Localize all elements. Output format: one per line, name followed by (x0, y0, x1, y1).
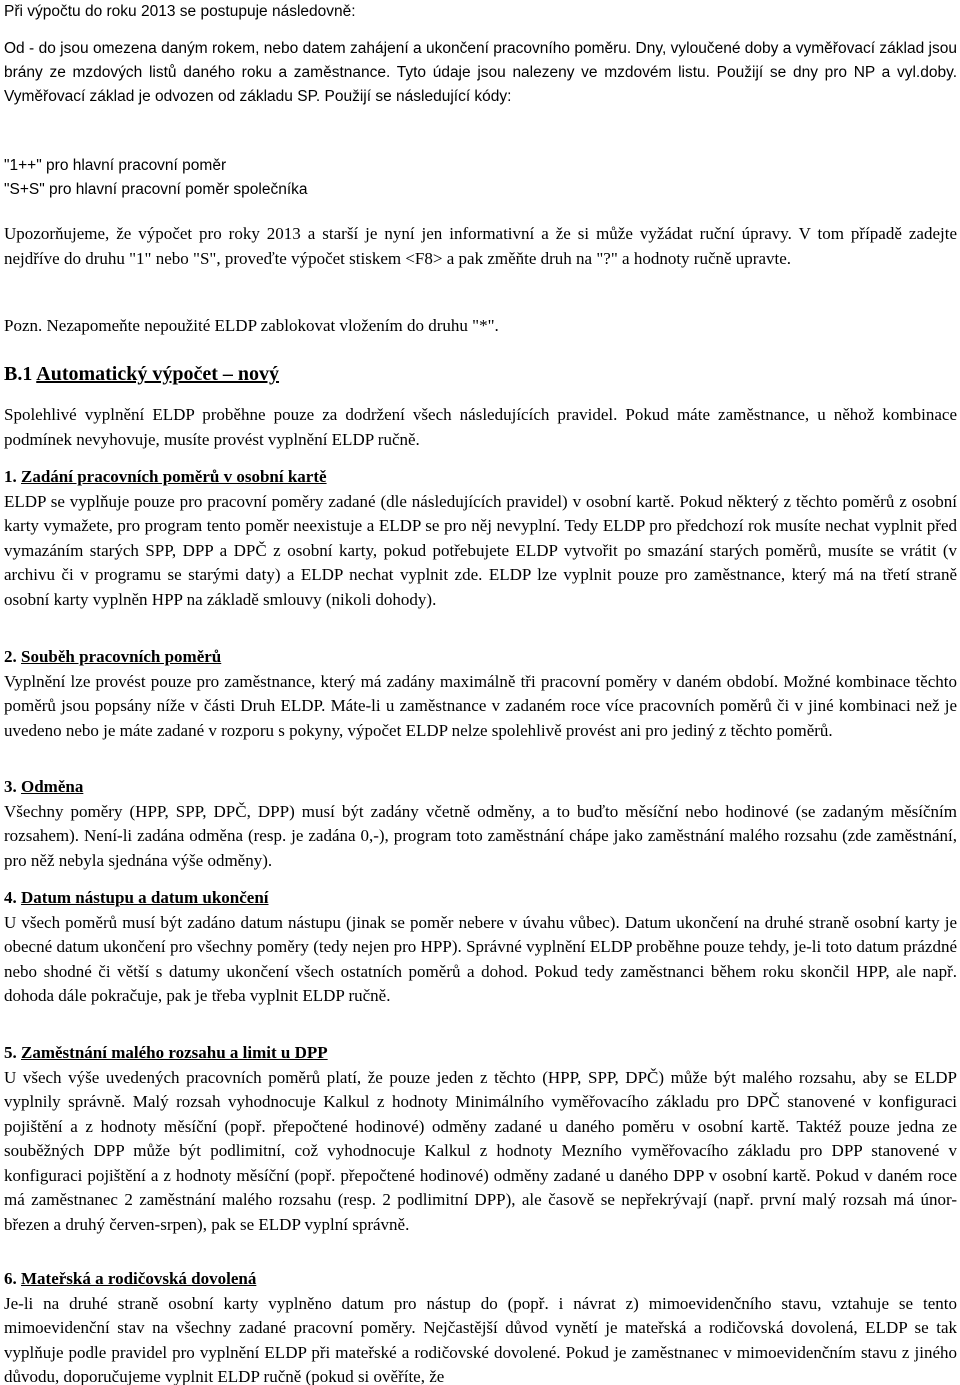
rule-number: 5. (4, 1043, 17, 1062)
rule-number: 3. (4, 777, 17, 796)
rule-1 (4, 465, 957, 612)
rule-text: Všechny poměry (HPP, SPP, DPČ, DPP) musí být zadány včetně odměny, a to buďto měsíční nebo hodinové (se zadaným měsíčním rozsahem). Není-li zadána odměna (resp. je zadána 0,-), program toto zaměstnání chápe jako zaměstnání malého rozsahu (zde zaměstnání, pro něž nebyla sjednána výše odměny). (4, 801, 957, 870)
section-title: Automatický výpočet – nový (36, 363, 280, 385)
rule-title: Odměna (21, 777, 84, 796)
rule-3 (4, 775, 957, 873)
intro-paragraph (4, 37, 957, 109)
rule-number: 4. (4, 888, 17, 907)
rule-title: Mateřská a rodičovská dovolená (21, 1269, 257, 1288)
warning-paragraph: Upozorňujeme, že výpočet pro roky 2013 a starší je nyní jen informativní a že si může vyžádat ruční úpravy. V tom případě zadejte nejdříve do druhu "1" nebo "S", proveďte výpočet stiskem <F8> a pak změňte druh na "?" a hodnoty ručně upravte. (4, 224, 957, 268)
intro-paragraph-text: Od - do jsou omezena daným rokem, nebo datem zahájení a ukončení pracovního poměru. Dny, vyloučené doby a vyměřovací základ jsou brány ze mzdových listů daného roku a zaměstnance. Tyto údaje jsou nalezeny ve mzdovém listu. Použijí se dny pro NP a vyl.doby. Vyměřovací základ je odvozen od základu SP. Použijí se následující kódy: (4, 40, 957, 105)
rule-heading (4, 465, 957, 490)
rule-title: Souběh pracovních poměrů (21, 647, 222, 666)
note-paragraph: Pozn. Nezapomeňte nepoužité ELDP zablokovat vložením do druhu "*". (4, 316, 499, 335)
rule-text: Je-li na druhé straně osobní karty vyplněno datum pro nástup do (popř. i návrat z) mimoevidenčního stavu, vztahuje se tento mimoevidenční stav na všechny zadané pracovní poměry. Nejčastější důvod vynětí je mateřská a rodičovská dovolená, ELDP se tak vyplňuje podle pravidel pro vyplnění ELDP při mateřské a rodičovské dovolené. Pokud je zaměstnanec v mimoevidenčním stavu z jiného důvodu, doporučujeme vyplnit ELDP ručně (pokud si ověříte, že (4, 1293, 957, 1385)
rule-number: 2. (4, 647, 17, 666)
code-item: "S+S" pro hlavní pracovní poměr společníka (4, 181, 308, 198)
rule-heading (4, 645, 957, 670)
rule-6 (4, 1267, 957, 1385)
rule-title: Zaměstnání malého rozsahu a limit u DPP (21, 1043, 328, 1062)
rule-4 (4, 886, 957, 1009)
intro-heading: Při výpočtu do roku 2013 se postupuje následovně: (4, 3, 356, 20)
rule-text: ELDP se vyplňuje pouze pro pracovní poměry zadané (dle následujících pravidel) v osobní kartě. Pokud některý z těchto poměrů z osobní karty vymažete, pro program tento poměr neexistuje a ELDP se pro něj nevyplní. Tedy ELDP pro předchozí rok musíte nechat vyplnit před vymazáním starých SPP, DPP a DPČ z osobní karty, pokud potřebujete ELDP vytvořit po smazání starých poměrů, musíte se vrátit (v archivu či v programu se starými daty) a ELDP nechat vyplnit zde. ELDP lze vyplnit pouze pro zaměstnance, který má na třetí straně osobní karty vyplněn HPP na základě smlouvy (nikoli dohody). (4, 491, 957, 609)
rule-heading (4, 1267, 957, 1292)
rule-text: U všech výše uvedených pracovních poměrů platí, že pouze jeden z těchto (HPP, SPP, DPČ) může být malého rozsahu, aby se ELDP vyplnily správně. Malý rozsah vyhodnocuje Kalkul z hodnoty Minimálního vyměřovacího základu pro DPČ stanovené v konfiguraci pojištění a z hodnoty měsíční (popř. přepočtené hodinové) odměny zadané u daného poměru v osobní kartě. Taktéž pouze jedna ze souběžných DPP může být podlimitní, což vyhodnocuje Kalkul z hodnoty Mezního vyměřovacího základu pro DPP stanovené v konfiguraci pojištění a z hodnoty měsíční (popř. přepočtené hodinové) odměny zadané u daného DPP v osobní kartě. Pokud v daném roce má zaměstnanec 2 zaměstnání malého rozsahu (resp. 2 podlimitní DPP), ale časově se nepřekrývají (např. první malý rozsah má únor-březen a druhý červen-srpen), pak se ELDP vyplní správně. (4, 1067, 957, 1234)
rule-heading (4, 886, 957, 911)
rule-number: 1. (4, 467, 17, 486)
code-item: "1++" pro hlavní pracovní poměr (4, 157, 227, 174)
rule-text: U všech poměrů musí být zadáno datum nástupu (jinak se poměr nebere v úvahu vůbec). Datum ukončení na druhé straně osobní karty je obecné datum ukončení pro všechny poměry (tedy nejen pro HPP). Správné vyplnění ELDP proběhne pouze tehdy, je-li toto datum prázdné nebo shodné či větší s datumy ukončení všech ostatních poměrů a dohod. Pokud tedy zaměstnanci během roku skončil HPP, ale např. dohoda dále pokračuje, pak je třeba vyplnit ELDP ručně. (4, 912, 957, 1005)
section-b1-intro: Spolehlivé vyplnění ELDP proběhne pouze za dodržení všech následujících pravidel. Pokud máte zaměstnance, u něhož kombinace podmínek nevyhovuje, musíte provést vyplnění ELDP ručně. (4, 405, 957, 449)
rule-2 (4, 645, 957, 743)
rule-title: Zadání pracovních poměrů v osobní kartě (21, 467, 327, 486)
rule-text: Vyplnění lze provést pouze pro zaměstnance, který má zadány maximálně tři pracovní poměry v daném období. Možné kombinace těchto poměrů jsou popsány níže v části Druh ELDP. Máte-li u zaměstnance v zadaném roce více pracovních poměrů či v jiné kombinaci než je uvedeno nebo je máte zadané v rozporu s pokyny, výpočet ELDP nelze spolehlivě provést ani pro jediný z těchto poměrů. (4, 671, 957, 740)
section-number: B.1 (4, 363, 33, 385)
code-list (4, 154, 957, 202)
rule-heading (4, 1041, 957, 1066)
rule-number: 6. (4, 1269, 17, 1288)
rule-heading (4, 775, 957, 800)
rule-title: Datum nástupu a datum ukončení (21, 888, 269, 907)
rule-5 (4, 1041, 957, 1237)
section-b1-heading (4, 361, 957, 387)
